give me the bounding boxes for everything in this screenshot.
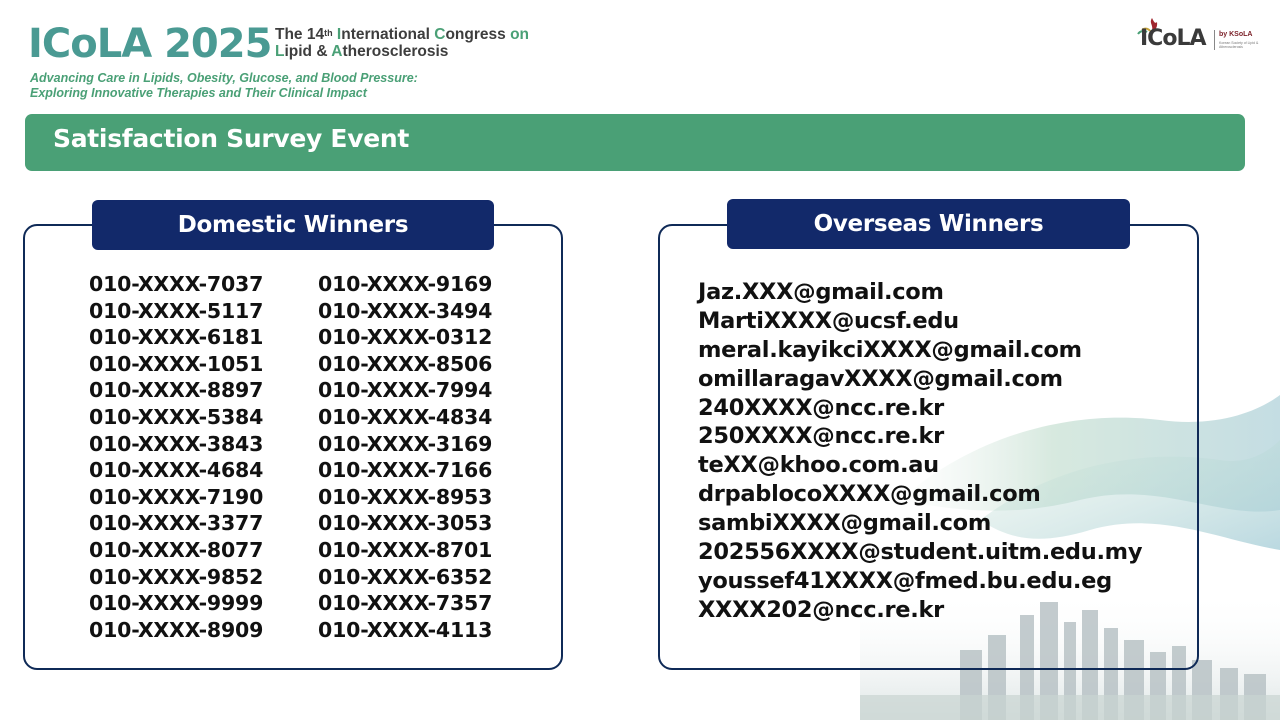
list-item: MartiXXXX@ucsf.edu bbox=[698, 307, 959, 334]
domestic-column-2 bbox=[318, 271, 492, 643]
list-item: XXXX202@ncc.re.kr bbox=[698, 596, 944, 623]
list-item: 010-XXXX-1051 bbox=[89, 351, 264, 376]
congress-word-on: on bbox=[510, 26, 529, 43]
list-item: 010-XXXX-4684 bbox=[89, 458, 264, 483]
congress-word-international: nternational bbox=[341, 26, 435, 43]
list-item: 250XXXX@ncc.re.kr bbox=[698, 423, 944, 450]
list-item: 010-XXXX-7190 bbox=[89, 484, 264, 509]
congress-line-2 bbox=[275, 43, 529, 60]
list-item: teXX@khoo.com.au bbox=[698, 452, 939, 479]
list-item: 010-XXXX-5117 bbox=[89, 298, 264, 323]
event-brand-title: ICoLA 2025 bbox=[28, 21, 272, 67]
list-item: 010-XXXX-7037 bbox=[89, 272, 264, 296]
congress-word-lipid: ipid & bbox=[284, 43, 332, 60]
title-bar bbox=[25, 114, 1245, 171]
list-item: 010-XXXX-3377 bbox=[89, 511, 264, 536]
list-item: youssef41XXXX@fmed.bu.edu.eg bbox=[698, 567, 1112, 594]
list-item: 240XXXX@ncc.re.kr bbox=[698, 394, 944, 421]
list-item: omillaragavXXXX@gmail.com bbox=[698, 365, 1063, 392]
logo-divider bbox=[1214, 30, 1215, 50]
list-item: 010-XXXX-8953 bbox=[318, 484, 493, 509]
list-item: 010-XXXX-8506 bbox=[318, 351, 493, 376]
overseas-winners-label: Overseas Winners bbox=[727, 199, 1130, 249]
list-item: 010-XXXX-7994 bbox=[318, 378, 493, 403]
list-item: 010-XXXX-3169 bbox=[318, 431, 493, 456]
list-item: 010-XXXX-3843 bbox=[89, 431, 264, 456]
logo-word: ICoLA bbox=[1140, 26, 1206, 51]
list-item: 010-XXXX-7357 bbox=[318, 591, 493, 616]
list-item: 010-XXXX-8077 bbox=[89, 537, 264, 562]
congress-letter-c: C bbox=[434, 26, 446, 43]
list-item: meral.kayikciXXXX@gmail.com bbox=[698, 336, 1082, 363]
congress-letter-i: I bbox=[336, 26, 342, 43]
list-item: 010-XXXX-8909 bbox=[89, 617, 264, 642]
list-item: 010-XXXX-4834 bbox=[318, 404, 493, 429]
domestic-column-1 bbox=[89, 271, 263, 643]
congress-line-1 bbox=[275, 26, 529, 43]
page-title: Satisfaction Survey Event bbox=[53, 124, 410, 153]
list-item: sambiXXXX@gmail.com bbox=[698, 510, 991, 537]
logo-by-ksola: by KSoLA bbox=[1219, 31, 1253, 38]
congress-word-congress: ongress bbox=[445, 26, 511, 43]
list-item: 010-XXXX-9852 bbox=[89, 564, 264, 589]
icola-logo bbox=[1130, 14, 1258, 54]
list-item: 010-XXXX-6181 bbox=[89, 325, 264, 350]
list-item: 010-XXXX-0312 bbox=[318, 325, 493, 350]
list-item: 010-XXXX-3494 bbox=[318, 298, 493, 323]
list-item: 010-XXXX-7166 bbox=[318, 458, 493, 483]
list-item: 010-XXXX-8701 bbox=[318, 537, 493, 562]
list-item: 010-XXXX-6352 bbox=[318, 564, 493, 589]
list-item: 010-XXXX-4113 bbox=[318, 617, 493, 642]
congress-word-atherosclerosis: therosclerosis bbox=[342, 43, 449, 60]
list-item: 010-XXXX-5384 bbox=[89, 404, 264, 429]
list-item: 010-XXXX-8897 bbox=[89, 378, 264, 403]
logo-society-name: Korean Society of Lipid & Atherosclerosis bbox=[1219, 41, 1259, 49]
congress-tagline bbox=[30, 71, 418, 101]
tagline-line-2: Exploring Innovative Therapies and Their Clinical Impact bbox=[30, 86, 367, 100]
tagline-line-1: Advancing Care in Lipids, Obesity, Glucose, and Blood Pressure: bbox=[30, 71, 418, 85]
congress-name bbox=[275, 26, 529, 60]
list-item: 010-XXXX-9999 bbox=[89, 591, 264, 616]
congress-letter-a: A bbox=[331, 43, 343, 60]
list-item: 010-XXXX-3053 bbox=[318, 511, 493, 536]
list-item: Jaz.XXX@gmail.com bbox=[698, 279, 944, 305]
congress-letter-l: L bbox=[275, 43, 285, 60]
domestic-winners-label: Domestic Winners bbox=[92, 200, 494, 250]
ordinal-suffix: th bbox=[324, 28, 333, 38]
list-item: drpablocoXXXX@gmail.com bbox=[698, 481, 1041, 508]
overseas-email-list bbox=[698, 278, 1142, 625]
list-item: 010-XXXX-9169 bbox=[318, 272, 493, 296]
list-item: 202556XXXX@student.uitm.edu.my bbox=[698, 539, 1143, 566]
congress-ordinal: The 14 bbox=[275, 26, 325, 43]
